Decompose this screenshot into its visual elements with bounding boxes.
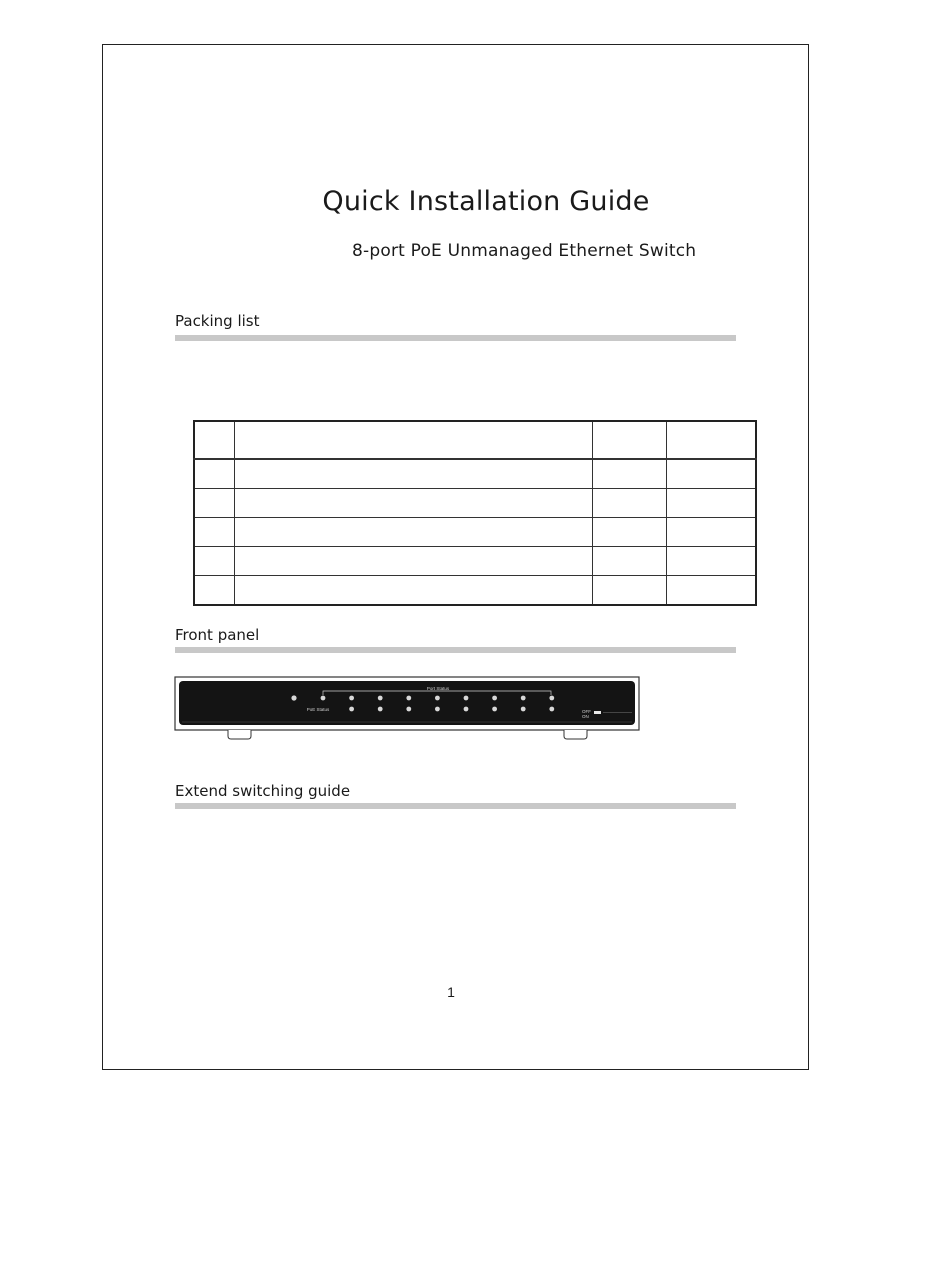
table-cell [592,547,666,576]
port-status-led-icon [406,696,411,701]
table-cell [194,518,234,547]
table-row [194,576,756,606]
section-rule [175,803,736,809]
table-cell [194,576,234,606]
table-header-row [194,421,756,459]
extend-switch [594,711,601,714]
poe-status-led-icon [406,707,411,712]
port-status-led-icon [464,696,469,701]
table-cell [234,489,592,518]
port-status-led-icon [549,696,554,701]
poe-status-led-icon [492,707,497,712]
poe-status-led-icon [378,707,383,712]
section-heading-packing-list: Packing list [175,312,260,330]
section-heading-extend-switching-guide: Extend switching guide [175,782,351,800]
device-front-face [179,681,635,725]
table-cell [194,547,234,576]
page-number: 1 [447,984,455,1000]
table-cell [666,547,756,576]
poe-status-label: PoE Status [306,707,330,712]
port-status-led-icon [378,696,383,701]
table-cell [666,421,756,459]
table-cell [592,518,666,547]
port-status-led-icon [521,696,526,701]
section-rule [175,647,736,653]
port-status-led-icon [435,696,440,701]
device-foot-right [564,730,587,739]
port-status-led-icon [349,696,354,701]
table-cell [666,489,756,518]
table-cell [194,421,234,459]
table-row [194,489,756,518]
switch-on-label: ON [582,714,589,719]
table-cell [234,576,592,606]
port-status-led-icon [321,696,326,701]
port-status-label: Port Status [426,686,450,691]
table-cell [234,547,592,576]
poe-status-led-icon [464,707,469,712]
table-cell [234,459,592,489]
table-row [194,518,756,547]
table-cell [666,576,756,606]
table-cell [194,459,234,489]
switch-off-label: OFF [582,709,591,714]
table-cell [666,459,756,489]
power-led-icon [291,695,296,700]
table-cell [592,489,666,518]
front-panel-illustration [174,676,642,742]
poe-status-led-icon [435,707,440,712]
table-row [194,459,756,489]
port-status-led-icon [492,696,497,701]
packing-list-table [193,420,757,606]
poe-status-led-icon [521,707,526,712]
document-title: Quick Installation Guide [322,186,650,217]
section-rule [175,335,736,341]
table-cell [666,518,756,547]
table-cell [592,459,666,489]
document-subtitle: 8-port PoE Unmanaged Ethernet Switch [352,241,697,261]
table-cell [234,421,592,459]
table-cell [592,576,666,606]
table-row [194,547,756,576]
table-cell [194,489,234,518]
poe-status-led-icon [349,707,354,712]
device-foot-left [228,730,251,739]
poe-status-led-icon [549,707,554,712]
table-cell [592,421,666,459]
section-heading-front-panel: Front panel [175,626,260,644]
table-cell [234,518,592,547]
